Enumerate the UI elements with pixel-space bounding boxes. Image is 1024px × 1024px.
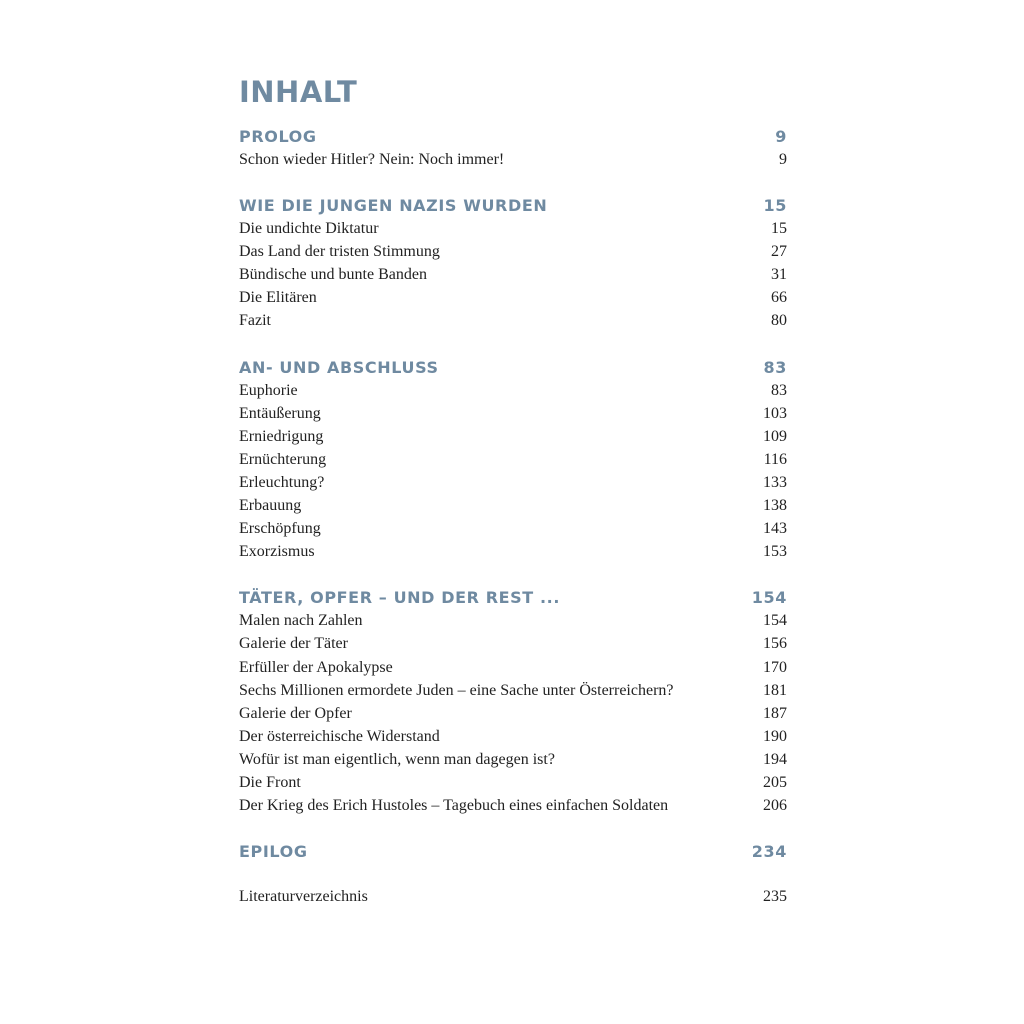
- toc-entry-page: 66: [771, 289, 787, 307]
- toc-entry: [239, 402, 787, 425]
- section-heading-title: TÄTER, OPFER – UND DER REST ...: [239, 588, 560, 608]
- toc-entry-page: 133: [763, 473, 787, 491]
- section-heading-page: 9: [775, 127, 787, 146]
- toc-entry-title: Malen nach Zahlen: [239, 612, 363, 630]
- toc-entry-literaturverzeichnis: [239, 885, 787, 908]
- toc-entry: [239, 609, 787, 632]
- toc-entry: [239, 656, 787, 679]
- toc-entry-page: 15: [771, 220, 787, 238]
- section-heading-page: 83: [763, 357, 787, 377]
- toc-entry-title: Bündische und bunte Banden: [239, 266, 427, 284]
- section-heading-title: PROLOG: [239, 127, 317, 146]
- section-heading-title: EPILOG: [239, 842, 308, 862]
- toc-entry-title: Galerie der Opfer: [239, 704, 352, 722]
- toc-entry-page: 154: [763, 612, 787, 630]
- toc-entry-title: Die Elitären: [239, 289, 317, 307]
- toc-entry-page: 181: [763, 681, 787, 699]
- section-heading: [239, 586, 787, 609]
- toc-entry: [239, 540, 787, 563]
- toc-entry: [239, 471, 787, 494]
- toc-entry-title: Erniedrigung: [239, 427, 324, 445]
- section-heading-page: 234: [751, 842, 787, 862]
- toc-entry-title: Ernüchterung: [239, 450, 327, 468]
- toc-entry: [239, 425, 787, 448]
- toc-entry-page: 27: [771, 243, 787, 261]
- toc-section-an-und-abschluss: [239, 356, 787, 564]
- toc-appendix: [239, 885, 787, 908]
- toc-entry: [239, 263, 787, 286]
- toc-entry-title: Erfüller der Apokalypse: [239, 658, 393, 676]
- toc-entry-title: Sechs Millionen ermordete Juden – eine Sache unter Österreichern?: [239, 681, 674, 699]
- toc-entry-page: 156: [763, 635, 787, 653]
- toc-entry: [239, 794, 787, 817]
- toc-entry-title: Die Front: [239, 773, 301, 791]
- toc-entry: [239, 702, 787, 725]
- toc-entry: [239, 448, 787, 471]
- toc-section-prolog: [239, 125, 787, 171]
- toc-entry: [239, 748, 787, 771]
- section-heading-title: WIE DIE JUNGEN NAZIS WURDEN: [239, 196, 548, 216]
- toc-entry: [239, 679, 787, 702]
- toc-entry-page: 235: [763, 888, 787, 906]
- toc-entry-title: Der Krieg des Erich Hustoles – Tagebuch eines einfachen Soldaten: [239, 797, 669, 815]
- toc-entry-page: 206: [763, 797, 787, 815]
- toc-title: INHALT: [239, 75, 358, 109]
- table-of-contents: [239, 74, 787, 908]
- toc-entry: [239, 725, 787, 748]
- toc-entry-title: Euphorie: [239, 381, 298, 399]
- toc-entry-page: 83: [771, 381, 787, 399]
- toc-entry: [239, 517, 787, 540]
- toc-entry-title: Erleuchtung?: [239, 473, 325, 491]
- toc-entry-page: 116: [763, 450, 787, 468]
- toc-entry-title: Das Land der tristen Stimmung: [239, 243, 440, 261]
- toc-entry-page: 31: [771, 266, 787, 284]
- toc-section-taeter-opfer-und-der-rest: [239, 586, 787, 817]
- toc-entry-title: Der österreichische Widerstand: [239, 727, 440, 745]
- section-heading-title: AN- UND ABSCHLUSS: [239, 357, 439, 377]
- toc-entry: [239, 771, 787, 794]
- toc-entry-page: 187: [763, 704, 787, 722]
- toc-entry: [239, 148, 787, 171]
- toc-entry-page: 138: [763, 497, 787, 515]
- toc-entry: [239, 309, 787, 332]
- section-heading: [239, 356, 787, 379]
- toc-entry: [239, 379, 787, 402]
- toc-entry-page: 80: [771, 312, 787, 330]
- toc-entry-page: 190: [763, 727, 787, 745]
- toc-entry: [239, 240, 787, 263]
- toc-entry-title: Exorzismus: [239, 543, 315, 561]
- toc-entry-title: Erschöpfung: [239, 520, 321, 538]
- section-heading-page: 154: [751, 588, 787, 608]
- toc-entry-page: 9: [779, 151, 787, 168]
- toc-entry: [239, 217, 787, 240]
- toc-entry-page: 194: [763, 750, 787, 768]
- toc-entry: [239, 632, 787, 655]
- toc-entry-page: 170: [763, 658, 787, 676]
- toc-section-epilog: [239, 840, 787, 863]
- section-heading-page: 15: [763, 196, 787, 216]
- toc-entry: [239, 286, 787, 309]
- toc-entry-title: Entäußerung: [239, 404, 321, 422]
- toc-entry: [239, 494, 787, 517]
- toc-entry-page: 143: [763, 520, 787, 538]
- toc-entry-title: Literaturverzeichnis: [239, 888, 368, 906]
- toc-entry-page: 103: [763, 404, 787, 422]
- toc-entry-page: 153: [763, 543, 787, 561]
- toc-section-wie-die-jungen-nazis-wurden: [239, 194, 787, 332]
- toc-entry-title: Die undichte Diktatur: [239, 220, 379, 238]
- toc-entry-title: Schon wieder Hitler? Nein: Noch immer!: [239, 151, 505, 168]
- toc-entry-page: 109: [763, 427, 787, 445]
- toc-entry-title: Galerie der Täter: [239, 635, 348, 653]
- toc-entry-title: Fazit: [239, 312, 271, 330]
- section-heading: [239, 125, 787, 148]
- section-heading: [239, 194, 787, 217]
- toc-entry-title: Erbauung: [239, 497, 302, 515]
- section-heading: [239, 840, 787, 863]
- toc-entry-page: 205: [763, 773, 787, 791]
- toc-entry-title: Wofür ist man eigentlich, wenn man dagegen ist?: [239, 750, 555, 768]
